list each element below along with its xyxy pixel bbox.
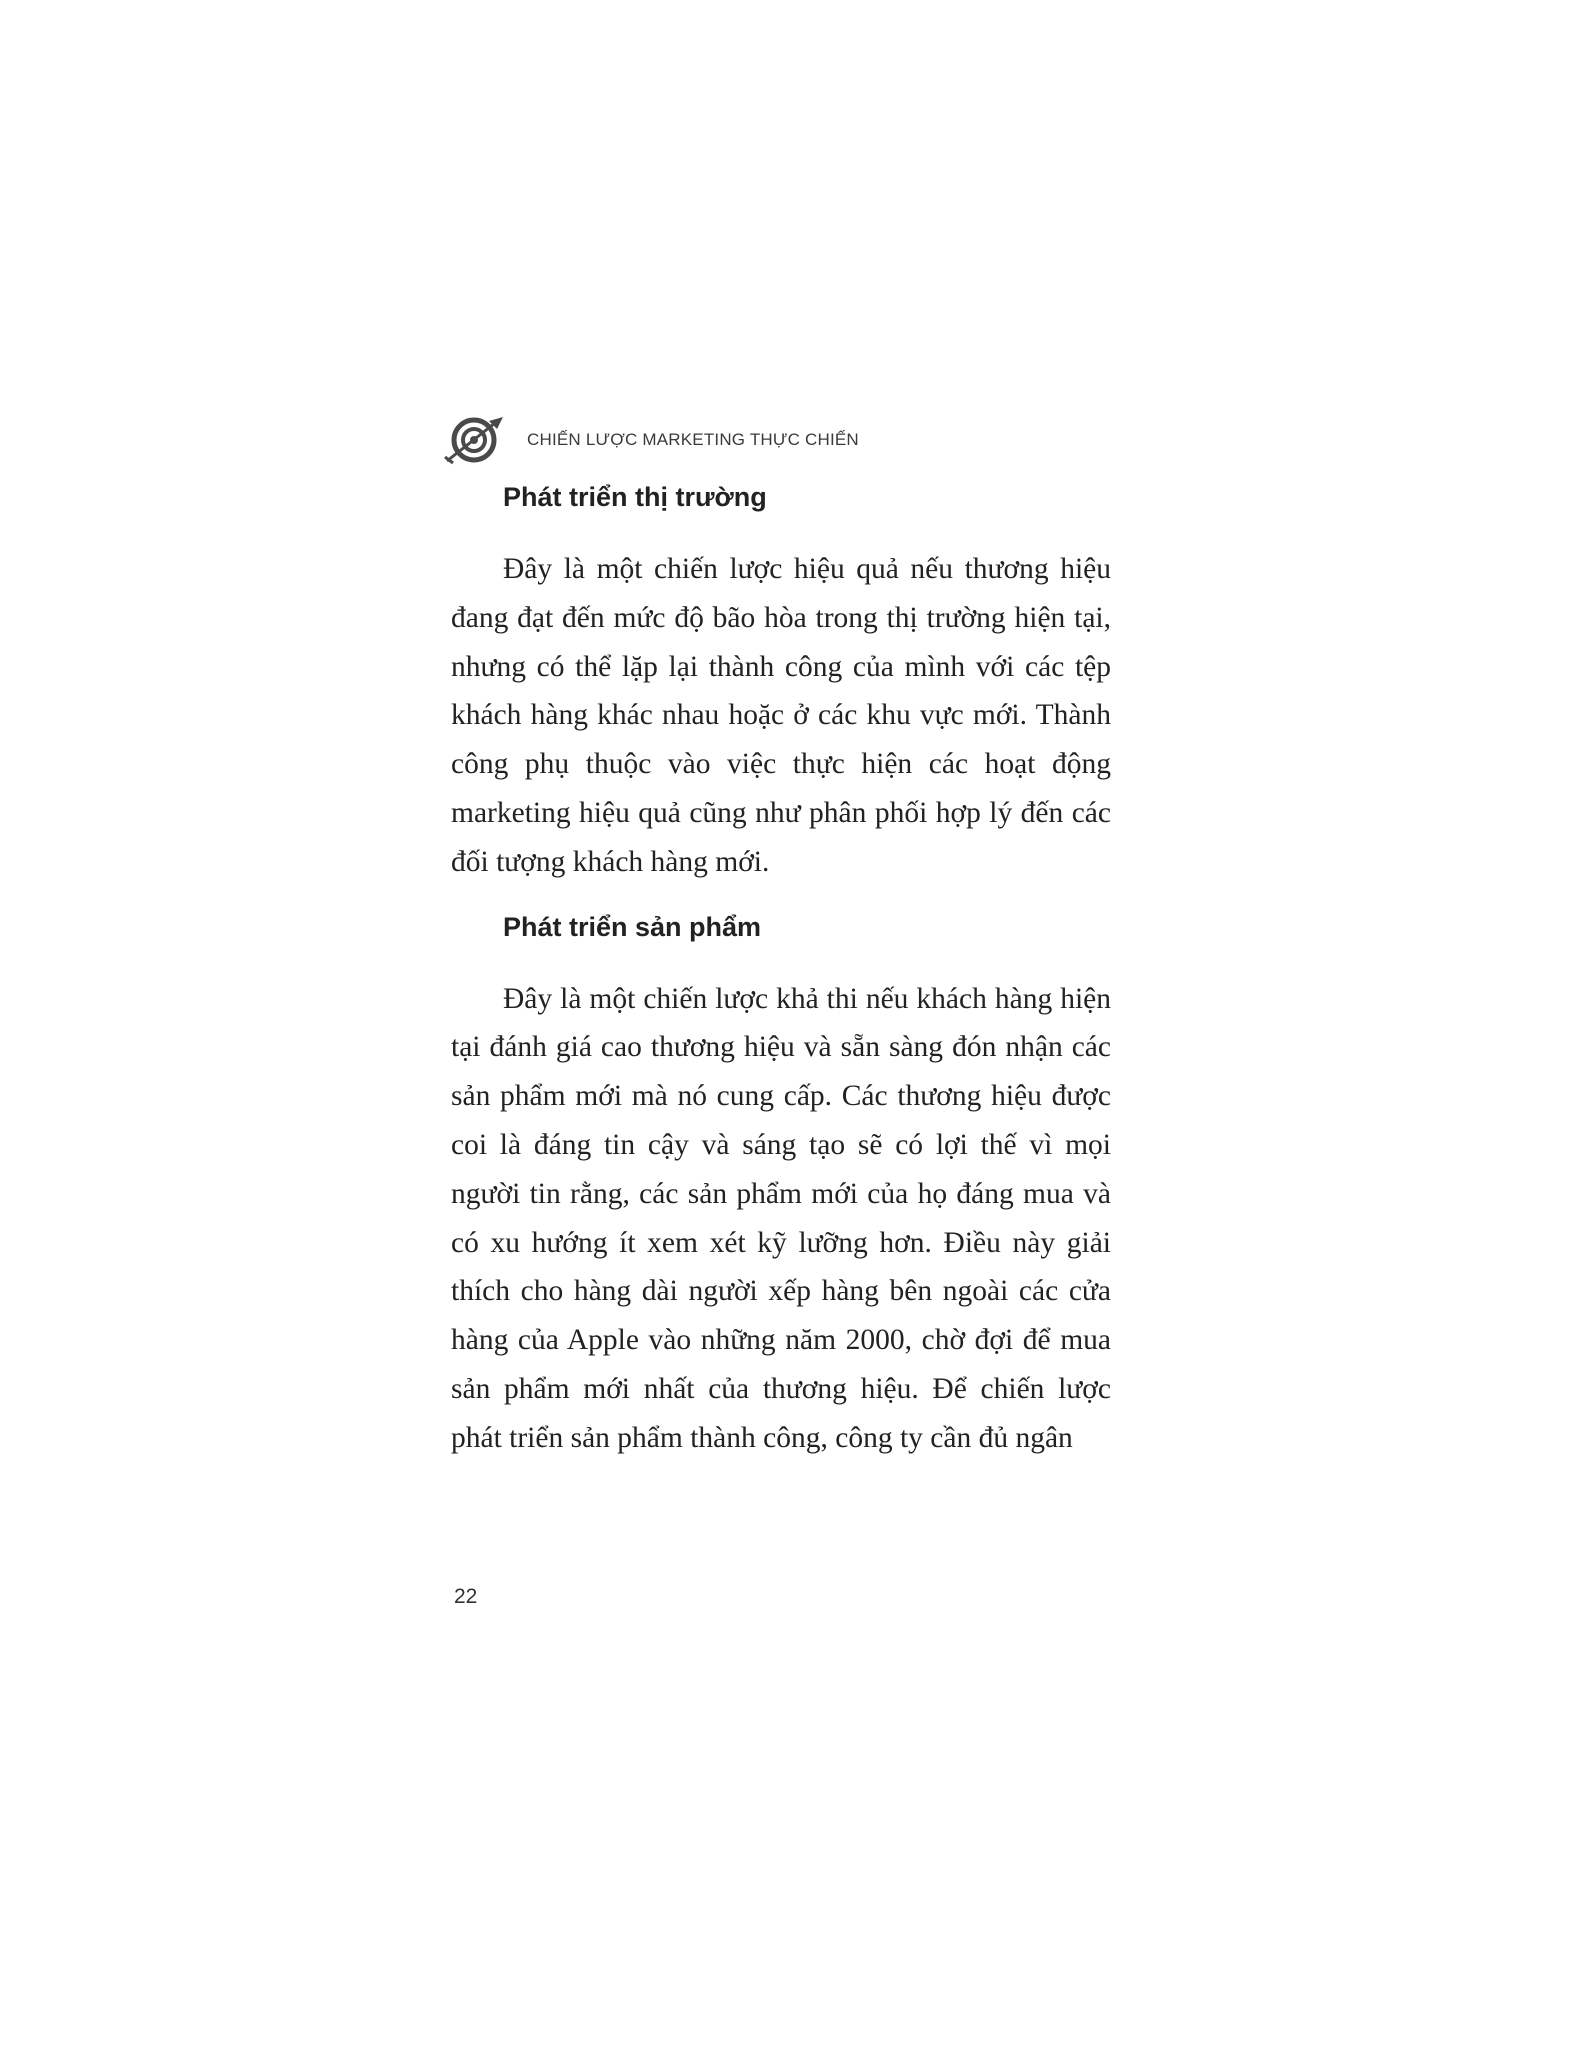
section-heading-product-development: Phát triển sản phẩm [503,911,762,942]
running-header [443,410,859,470]
section-paragraph-market-development: Đây là một chiến lược hiệu quả nếu thương hiệu đang đạt đến mức độ bão hòa trong thị trường hiện tại, nhưng có thể lặp lại thành công của mình với các tệp khách hàng khác nhau hoặc ở các khu vực mới. Thành công phụ thuộc vào việc thực hiện các hoạt động marketing hiệu quả cũng như phân phối hợp lý đến các đối tượng khách hàng mới. [451,553,1111,878]
section-paragraph-product-development: Đây là một chiến lược khả thi nếu khách hàng hiện tại đánh giá cao thương hiệu và sẵn sàng đón nhận các sản phẩm mới mà nó cung cấp. Các thương hiệu được coi là đáng tin cậy và sáng tạo sẽ có lợi thế vì mọi người tin rằng, các sản phẩm mới của họ đáng mua và có xu hướng ít xem xét kỹ lưỡng hơn. Điều này giải thích cho hàng dài người xếp hàng bên ngoài các cửa hàng của Apple vào những năm 2000, chờ đợi để mua sản phẩm mới nhất của thương hiệu. Để chiến lược phát triển sản phẩm thành công, công ty cần đủ ngân [451,982,1111,1454]
page-number: 22 [454,1585,478,1608]
target-arrow-icon [443,415,505,465]
section-heading-market-development: Phát triển thị trường [503,482,767,512]
running-title: CHIẾN LƯỢC MARKETING THỰC CHIẾN [527,430,859,449]
page-content [451,475,1111,1463]
